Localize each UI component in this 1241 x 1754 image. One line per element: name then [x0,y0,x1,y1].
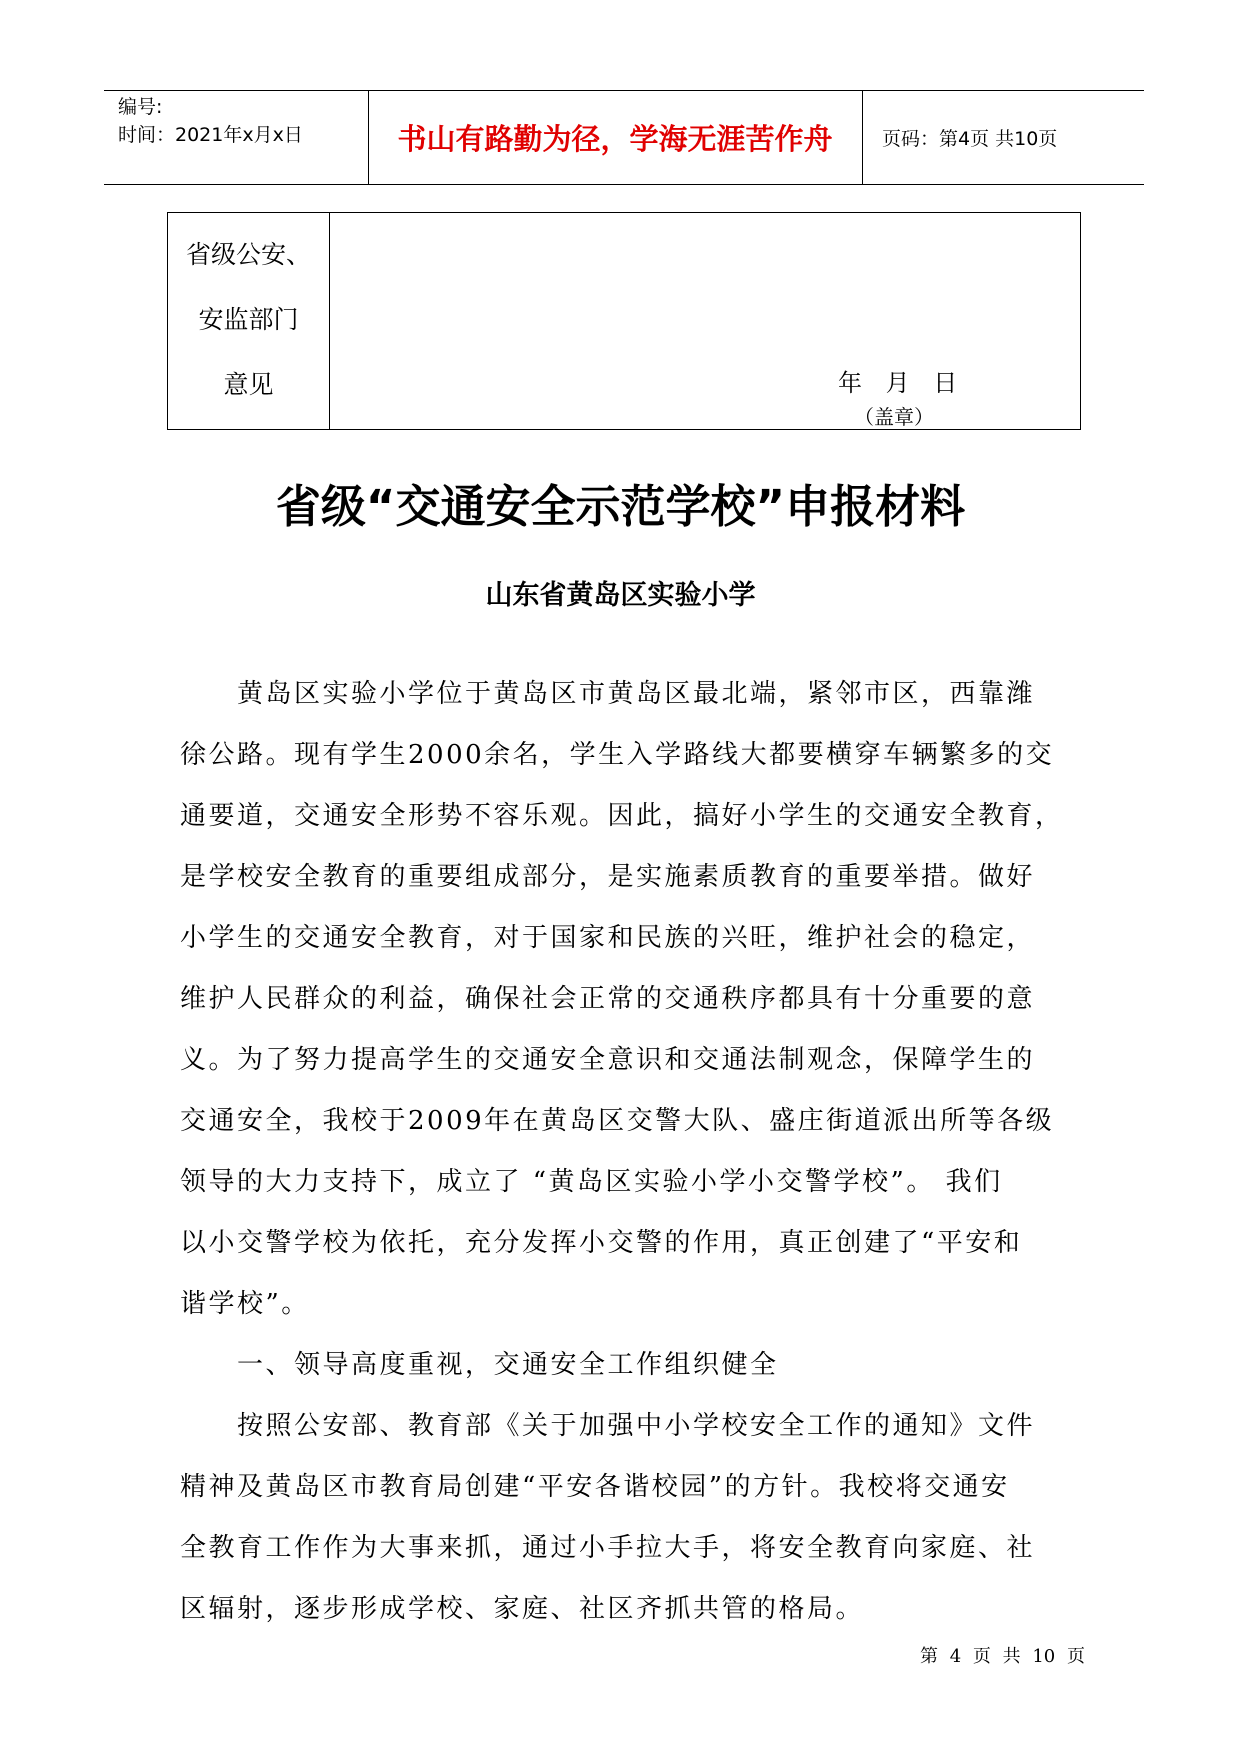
body-line: 徐公路。现有学生2000余名，学生入学路线大都要横穿车辆繁多的交 [180,740,1055,770]
body-line: 小学生的交通安全教育，对于国家和民族的兴旺，维护社会的稳定， [180,923,1036,953]
body-line: 黄岛区实验小学位于黄岛区市黄岛区最北端，紧邻市区，西靠潍 [180,679,1036,709]
body-line: 通要道，交通安全形势不容乐观。因此，搞好小学生的交通安全教育， [180,801,1064,831]
page-footer: 第 4 页 共 10 页 [920,1646,1085,1667]
document-subtitle: 山东省黄岛区实验小学 [485,580,756,611]
time-label: 时间：2021年x月x日 [118,124,303,146]
body-text [180,664,1090,1640]
body-line: 精神及黄岛区市教育局创建“平安各谐校园”的方针。我校将交通安 [180,1472,1010,1502]
number-label: 编号: [118,96,163,118]
body-line: 全教育工作作为大事来抓，通过小手拉大手，将安全教育向家庭、社 [180,1533,1036,1563]
body-line: 以小交警学校为依托，充分发挥小交警的作用，真正创建了“平安和 [180,1228,1023,1258]
section-heading: 一、领导高度重视，交通安全工作组织健全 [180,1350,779,1380]
document-title: 省级“交通安全示范学校”申报材料 [275,480,966,533]
header-divider [862,91,863,184]
page-header [104,90,1144,185]
body-line: 维护人民群众的利益，确保社会正常的交通秩序都具有十分重要的意 [180,984,1036,1014]
header-motto: 书山有路勤为径，学海无涯苦作舟 [397,122,833,156]
header-meta [118,93,303,149]
body-line: 按照公安部、教育部《关于加强中小学校安全工作的通知》文件 [180,1411,1036,1441]
opinion-date: 年 月 日 [838,369,958,397]
opinion-seal: （盖章） [854,405,934,429]
header-page-code: 页码：第4页 共10页 [882,128,1058,150]
opinion-label-line: 安监部门 [198,305,299,334]
body-line: 领导的大力支持下，成立了 “黄岛区实验小学小交警学校”。 我们 [180,1167,1003,1197]
body-line: 交通安全，我校于2009年在黄岛区交警大队、盛庄街道派出所等各级 [180,1106,1055,1136]
opinion-label-line: 意见 [223,370,274,399]
opinion-box [167,212,1081,430]
opinion-label-line: 省级公安、 [185,240,311,269]
body-line: 义。为了努力提高学生的交通安全意识和交通法制观念，保障学生的 [180,1045,1036,1075]
body-line: 区辐射，逐步形成学校、家庭、社区齐抓共管的格局。 [180,1594,865,1624]
opinion-divider [329,213,330,429]
body-line: 是学校安全教育的重要组成部分，是实施素质教育的重要举措。做好 [180,862,1036,892]
body-line: 谐学校”。 [180,1289,310,1319]
